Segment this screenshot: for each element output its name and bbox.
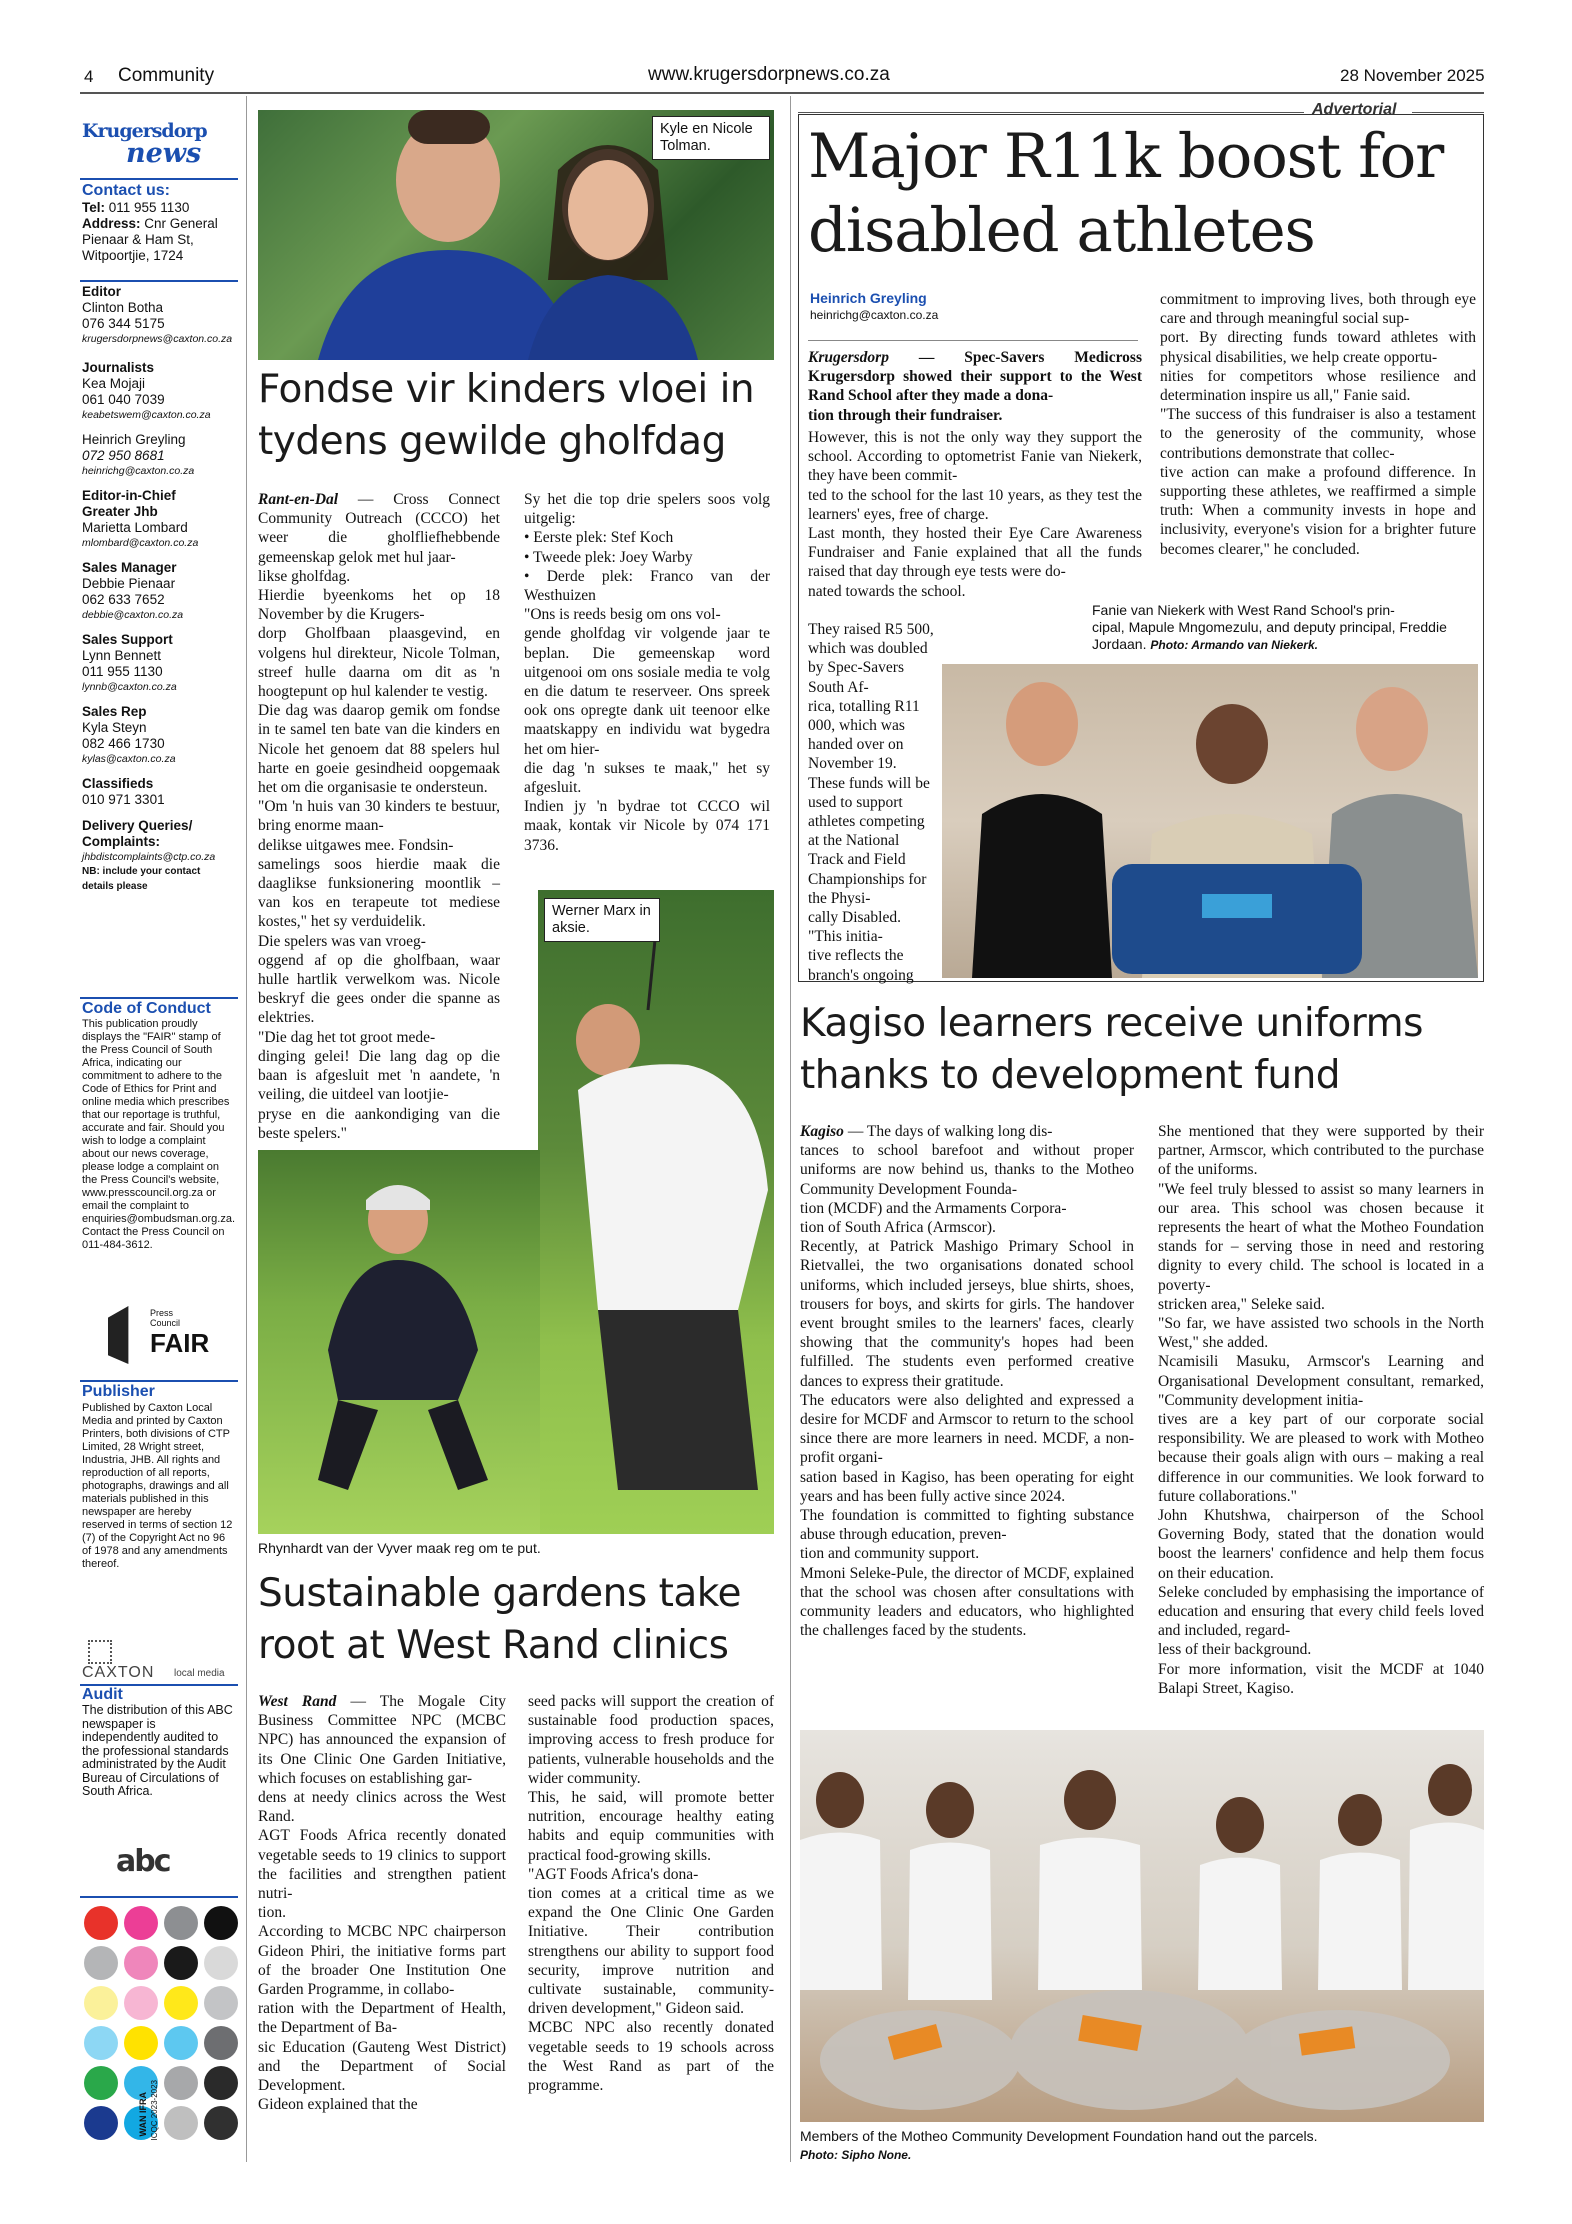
abc-logo: abc (116, 1844, 170, 1879)
golfer-crouching (258, 1150, 540, 1534)
advertorial-rule-left (798, 112, 1304, 113)
journalist-1-email[interactable]: keabetswem@caxton.co.za (82, 409, 211, 421)
fair-logo (108, 1302, 218, 1372)
colour-swatch (124, 1946, 158, 1980)
eic-heading: Editor-in-Chief Greater Jhb (82, 488, 176, 519)
colour-swatch (204, 1946, 238, 1980)
eic-email[interactable]: mlombard@caxton.co.za (82, 537, 199, 549)
golf-dateline: Rant-en-Dal (258, 491, 339, 508)
golfer-swinging (538, 890, 774, 1534)
uniforms-figures (800, 1730, 1484, 2122)
logo-bottom: news (126, 138, 202, 169)
colour-swatch (204, 2106, 238, 2140)
golf-winner-2: • Tweede plek: Joey Warby (524, 548, 693, 566)
headline-athletes: Major R11k boost for disabled athletes (808, 121, 1444, 266)
uniforms-col-1 (800, 1122, 1134, 1640)
colour-swatch (84, 2066, 118, 2100)
caption-athletes-text: Fanie van Niekerk with West Rand School's prin- cipal, Mapule Mngomezulu, and deputy principal, Freddie Jordaan. (1092, 602, 1447, 652)
athletes-col-2: commitment to improving lives, both through eye care and through meaningful social sup- port. By directing funds toward athletes with physical disabilities, we help create opportu- nities for competitors whose resilience and determination inspire us all," Fanie said. "The success of this fundraiser is also a testament to the generosity of the community, whose contributions demonstrate that collec- tive action can make a profound difference. In supporting these athletes, we reaffirmed a simple truth: When a community invests in hope and inclusivity, everyone's vision for a brighter future becomes clearer," he concluded. (1160, 291, 1476, 558)
colour-swatch (204, 2026, 238, 2060)
icqc-label: ICQC 2023-2023 (150, 2080, 159, 2141)
advertorial-label: Advertorial (1312, 101, 1397, 118)
editor-heading: Editor (82, 284, 121, 299)
classifieds-phone: 010 971 3301 (82, 792, 165, 807)
caption-kyle-nicole: Kyle en Nicole Tolman. (652, 116, 770, 160)
sales-rep-email[interactable]: kylas@caxton.co.za (82, 753, 176, 765)
tel-value: 011 955 1130 (105, 200, 190, 215)
sales-manager-email[interactable]: debbie@caxton.co.za (82, 609, 184, 621)
masthead-rule (80, 92, 1484, 94)
colour-swatch (84, 1986, 118, 2020)
classifieds-heading: Classifieds (82, 776, 154, 791)
contact-heading: Contact us: (82, 182, 170, 199)
headline-uniforms: Kagiso learners receive uniforms thanks to development fund (800, 1001, 1423, 1098)
editor-name: Clinton Botha (82, 300, 164, 315)
caxton-logo (82, 1640, 238, 1680)
caption-athletes (1092, 602, 1482, 654)
sales-rep-heading: Sales Rep (82, 704, 147, 719)
sales-rep-name: Kyla Steyn (82, 720, 147, 735)
athletes-lead (808, 348, 1142, 425)
caption-werner-marx: Werner Marx in aksie. (544, 898, 660, 942)
colour-swatch (124, 1986, 158, 2020)
sales-support-phone: 011 955 1130 (82, 664, 163, 679)
coc-text: This publication proudly displays the "FAIR" stamp of the Press Council of South Africa, indicating our commitment to adhere to the Code of Ethics for Print and online media which prescribes that our reportage is truthful, accurate and fair. Should you wish to lodge a complaint about our news coverage, please lodge a complaint on the Press Council's website, www.presscouncil.org.za or email the complaint to enquiries@ombudsman.org.za. Contact the Press Council on 011-484-3612. (82, 1018, 236, 1251)
colour-swatch (164, 1946, 198, 1980)
colour-swatch (164, 2106, 198, 2140)
headline-gardens: Sustainable gardens take root at West Rand clinics (258, 1571, 741, 1668)
golf-col-2-rest: "Ons is reeds besig om ons vol- gende gholfdag vir volgende jaar te beplan. Die gemeenskap word uitgenooi om ons sosiale media te volg en die datum te reserveer. Ons spreek ook ons opregte dank uit teenoor elke maatskappy en individu wat bygedra het om hier- die dag 'n sukses te maak," het sy afgesluit. Indien jy 'n bydrae tot CCCO wil maak, kontak vir Nicole by 074 171 3736. (524, 606, 770, 854)
sales-rep-phone: 082 466 1730 (82, 736, 165, 751)
colour-swatch (164, 2026, 198, 2060)
colour-swatch (164, 2066, 198, 2100)
gardens-dateline: West Rand (258, 1693, 337, 1710)
colour-swatch (164, 1986, 198, 2020)
sales-manager-name: Debbie Pienaar (82, 576, 176, 591)
section-name: Community (118, 65, 215, 86)
column-divider (790, 96, 791, 2162)
fair-big: FAIR (150, 1328, 210, 1358)
athletes-col-1: However, this is not the only way they support the school. According to optometrist Fanie van Niekerk, they have been commit- ted to the school for the last 10 years, as they test the learners' eyes, free of charge. Last month, they hosted their Eye Care Awareness Fundraiser and Fanie explained that all the funds raised that day through eye tests were do- nated towards the school. (808, 429, 1142, 600)
delivery-note: NB: include your contact details please (82, 866, 201, 892)
colour-swatch (124, 2026, 158, 2060)
gardens-col-2: seed packs will support the creation of sustainable food production spaces, improving access to fresh produce for patients, vulnerable households and the wider community. This, he said, will promote better nutrition, encourage healthy eating habits and equip communities with practical food-growing skills. "AGT Foods Africa's dona- tion comes at a critical time as we expand the One Clinic One Garden Initiative. Their contribution strengthens our ability to support food security, improve nutrition and cultivate sustainable, community-driven development," Gideon said. MCBC NPC also recently donated vegetable seeds to 19 schools across the West Rand as part of the programme. (528, 1693, 774, 2095)
page-number: 4 (84, 67, 94, 86)
sidebar-divider (246, 96, 247, 2162)
colour-swatch (124, 1906, 158, 1940)
publisher-heading: Publisher (82, 1383, 155, 1400)
colour-swatch (204, 2066, 238, 2100)
coc-heading: Code of Conduct (82, 1000, 211, 1017)
photo-athletes-handover (942, 664, 1478, 978)
photo-golfers-left (258, 1150, 540, 1534)
colour-swatches (80, 1902, 238, 2202)
golf-col-2-intro: Sy het die top drie spelers soos volg uitgelig: (524, 491, 770, 528)
caxton-text: CAXTON (82, 1664, 155, 1681)
journalist-1-phone: 061 040 7039 (82, 392, 165, 407)
sidebar (80, 112, 238, 2162)
gardens-col-1 (258, 1692, 506, 2114)
colour-swatch (84, 2026, 118, 2060)
audit-heading: Audit (82, 1686, 123, 1703)
audit-text: The distribution of this ABC newspaper is independently audited to the professional standards administrated by the Audit Bureau of Circulations of South Africa. (82, 1703, 233, 1798)
colour-swatch (84, 2106, 118, 2140)
eic-name: Marietta Lombard (82, 520, 188, 535)
gardens-col-1-text: — The Mogale City Business Committee NPC (MCBC NPC) has announced the expansion of its One Clinic One Garden Initiative, which focuses on establishing gar- dens at needy clinics across the West Rand. AGT Foods Africa recently donated vegetable seeds to 19 clinics to support the facilities and strengthen patient nutri- tion. According to MCBC NPC chairperson Gideon Phiri, the initiative forms part of the broader One Institution One Garden Programme, in collabo- ration with the Department of Health, the Department of Ba- sic Education (Gauteng West District) and the Department of Social Development. Gideon explained that the (258, 1693, 506, 2114)
caption-uniforms: Members of the Motheo Community Development Foundation hand out the parcels. (800, 2128, 1318, 2144)
headline-golf: Fondse vir kinders vloei in tydens gewilde gholfdag (258, 367, 755, 464)
uniforms-col-1-text: — The days of walking long dis- tances to school barefoot and without proper uniforms are now behind us, thanks to the Motheo Community Development Founda- tion (MCDF) and the Armaments Corpora- tion of South Africa (Armscor). Recently, at Patrick Mashigo Primary School in Rietvallei, the two organisations donated school uniforms, which included jerseys, blue shirts, shoes, trousers for boys, and skirts for girls. The handover event brought smiles to the learners' faces, clearly showing that the community's hopes had been fulfilled. The students even performed creative dances to express their gratitude. The educators were also delighted and expressed a desire for MCDF and Armscor to return to the school since there are more learners in need. MCDF, a non-profit organi- sation based in Kagiso, has been operating for eight years and has been fully active since 2024. The foundation is committed to fighting substance abuse through education, preven- tion and community support. Mmoni Seleke-Pule, the director of MCDF, explained that the school was chosen after consultations with community leaders and educators, who highlighted the challenges faced by the students. (800, 1123, 1134, 1640)
journalists-heading: Journalists (82, 360, 155, 375)
handover-figures (942, 664, 1478, 978)
uniforms-col-2: She mentioned that they were supported by their partner, Armscor, which contributed to the purchase of the uniforms. "We feel truly blessed to assist so many learners in our area. This school was chosen because it represents the heart of what the Motheo Foundation stands for – serving those in need and restoring dignity to every child. The school is located in a poverty- stricken area," Seleke said. "So far, we have assisted two schools in the North West," she added. Ncamisili Masuku, Armscor's Learning and Organisational Development consultant, remarked, "Community development initia- tives are a key part of our corporate social responsibility. We are pleased to work with Motheo because their goals align with ours – making a real difference in our communities. We look forward to future collaborations." John Khutshwa, chairperson of the School Governing Body, stated that the donation would boost the learners' confidence and help them focus on their education. Seleke concluded by emphasising the importance of education and ensuring that every child feels loved and included, regard- less of their background. For more information, visit the MCDF at 1040 Balapi Street, Kagiso. (1158, 1123, 1484, 1697)
golf-winner-3: • Derde plek: Franco van der Westhuizen (524, 567, 770, 605)
colour-swatch (84, 1906, 118, 1940)
colour-swatch (84, 1946, 118, 1980)
fair-small: Press Council (150, 1308, 181, 1328)
golf-col-1 (258, 490, 500, 1143)
colour-swatch (164, 1906, 198, 1940)
sales-support-heading: Sales Support (82, 632, 173, 647)
editor-email[interactable]: krugersdorpnews@caxton.co.za (82, 333, 233, 345)
advertorial-rule-right (1412, 112, 1484, 113)
delivery-email[interactable]: jhbdistcomplaints@ctp.co.za (82, 851, 216, 863)
caption-rhynhardt: Rhynhardt van der Vyver maak reg om te put. (258, 1540, 541, 1556)
address-label: Address: (82, 216, 141, 231)
address-value: Cnr General Pienaar & Ham St, Witpoortjie, 1724 (82, 216, 218, 263)
logo-top: Krugersdorp (82, 120, 207, 142)
caxton-icon (88, 1640, 112, 1664)
caption-uniforms-credit: Photo: Sipho None. (800, 2148, 912, 2162)
journalist-2-name: Heinrich Greyling (82, 432, 186, 447)
byline-rule (808, 340, 1138, 341)
colour-swatch (204, 1986, 238, 2020)
journalist-2-phone: 072 950 8681 (82, 448, 165, 463)
caxton-small: local media (174, 1668, 225, 1679)
golf-winner-1: • Eerste plek: Stef Koch (524, 529, 674, 547)
sidebar-logo (82, 120, 236, 176)
delivery-heading: Delivery Queries/ Complaints: (82, 818, 193, 849)
publisher-text: Published by Caxton Local Media and printed by Caxton Printers, both divisions of CTP Limited, 28 Wright street, Industria, JHB. All rights and reproduction of all reports, photographs, drawings and all materials published in this newspaper are hereby reserved in terms of section 12 (7) of the Copyright Act no 96 of 1978 and any amendments thereof. (82, 1402, 233, 1570)
athletes-col-1-narrow: They raised R5 500, which was doubled by Spec-Savers South Af- rica, totalling R11 000, which was handed over on November 19. These funds will be used to support athletes competing at the National Track and Field Championships for the Physi- cally Disabled. "This initia- tive reflects the branch's ongoing (808, 621, 934, 984)
golf-col-1-text: — Cross Connect Community Outreach (CCCO) het weer die gholfliefhebbende gemeenskap gelok met hul jaar- likse gholfdag. Hierdie byeenkoms het op 18 November by die Krugers- dorp Gholfbaan plaasgevind, en volgens hul direkteur, Nicole Tolman, streef hulle daarna om dit as 'n hoogtepunt op hul kalender te vestig. Die dag was daarop gemik om fondse in te samel ten bate van die kinders en Nicole het genoem dat 88 spelers hul harte en goeie gesindheid oopgemaak het om die organisasie te ondersteun. "Om 'n huis van 30 kinders te bestuur, bring enorme maan- delikse uitgawes mee. Fondsin- samelings soos hierdie maak die daaglikse funksionering moontlik – van kos en terapeute tot mediese kostes," het sy verduidelik. Die spelers was van vroeg- oggend af op die gholfbaan, waar hulle hartlik verwelkom was. Nicole beskryf die gees onder die spanne as elektries. "Die dag het tot groot mede- dinging gelei! Die lang dag op die baan is afgesluit met 'n aandete, 'n veiling, die uitdeel van lootjie- pryse en die aankondiging van die beste spelers." (258, 491, 500, 1142)
athletes-lead-text: — Spec-Savers Medicross Krugersdorp showed their support to the West Rand School after they made a dona- tion through their fundraiser. (808, 349, 1142, 424)
wan-ifra-label: WAN IFRA (138, 2092, 148, 2137)
journalist-1-name: Kea Mojaji (82, 376, 146, 391)
golf-col-2 (524, 490, 770, 855)
uniforms-dateline: Kagiso (800, 1123, 844, 1140)
issue-date: 28 November 2025 (1340, 66, 1485, 85)
byline-email[interactable]: heinrichg@caxton.co.za (810, 308, 939, 322)
editor-phone: 076 344 5175 (82, 316, 165, 331)
sales-support-name: Lynn Bennett (82, 648, 162, 663)
colour-swatch (204, 1906, 238, 1940)
photo-uniforms (800, 1730, 1484, 2122)
website-url[interactable]: www.krugersdorpnews.co.za (648, 64, 890, 85)
caption-athletes-credit: Photo: Armando van Niekerk. (1150, 638, 1318, 652)
byline-athletes: Heinrich Greyling (810, 290, 927, 306)
athletes-dateline: Krugersdorp (808, 349, 889, 366)
tel-label: Tel: (82, 200, 105, 215)
sales-manager-phone: 062 633 7652 (82, 592, 165, 607)
sales-manager-heading: Sales Manager (82, 560, 177, 575)
fair-icon (108, 1306, 142, 1364)
sales-support-email[interactable]: lynnb@caxton.co.za (82, 681, 177, 693)
journalist-2-email[interactable]: heinrichg@caxton.co.za (82, 465, 195, 477)
